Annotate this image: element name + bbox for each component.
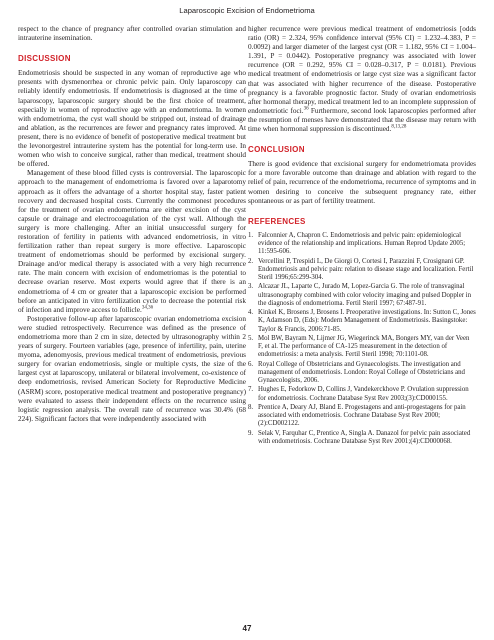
reference-text: Kinkel K, Brosens J, Brosens I. Preoperative investigations. In: Sutton C, Jones K, Adamson D, (Eds): Modern Management of Endometriosis. Basingstoke: Taylor & Francis, 2006:71-85. — [258, 309, 476, 333]
reference-item — [248, 232, 476, 257]
reference-text: Royal College of Obstetricians and Gynaecologists. The investigation and management of endometriosis. London: Royal College of Obstetricians and Gynaecologists, 2006. — [258, 360, 465, 385]
page-number: 47 — [242, 624, 252, 633]
reference-text: Vercellini P, Trespidi L, De Giorgi O, Cortesi I, Parazzini F, Crosignani GP. Endometriosis and pelvic pain: relation to disease stage and localization. Fertil Steril 1996;65:299-304. — [258, 257, 474, 282]
reference-item — [248, 404, 476, 429]
reference-text: Selak V, Farquhar C, Prentice A, Singla A. Danazol for pelvic pain associated with endometriosis. Cochrane Database Syst Rev 2001;(4):CD000068. — [258, 429, 471, 445]
reference-item — [248, 430, 476, 447]
reference-item — [248, 283, 476, 308]
recurrence-text-a: higher recurrence were previous medical treatment of endometriosis [odds ratio (OR) = 2.324, 95% confidence interval (95% CI) = 1.232–4.383, P = 0.0092) and larger diameter of the largest cyst (OR = 1.182, 95% CI = 1.004–1.391, P = 0.0442). Postoperative pregnancy was associated with lower recurrence (OR = 0.292, 95% CI = 0.028–0.317, P = 0.0181). Previous medical treatment of endometriosis or large cyst size was a significant factor that was associated with higher recurrence of the disease. Postoperative pregnancy is a favorable prognostic factor. Study of ovarian endometriosis after hormonal therapy, medical treatment led to an incomplete suppression of endometriotic foci. — [248, 25, 476, 115]
discussion-paragraph-3: Postoperative follow-up after laparoscopic ovarian endometrioma excision were studied retrospectively. Recurrence was defined as the presence of endometrioma more than 2 cm in size, detected by ultrasonography within 2 years of surgery. Fourteen variables (age, presence of infertility, pain, uterine myoma, adenomyosis, previous medical treatment of endometriosis, previous surgery for ovarian endometriosis, single or multiple cysts, the size of the largest cyst at laparoscopy, unilateral or bilateral involvement, co-existence of deep endometriosis, revised American Society for Reproductive Medicine (ASRM) score, postoperative medical treatment and postoperative pregnancy) were evaluated to assess their independent effects on the recurrence using logistic regression analysis. The overall rate of recurrence was 30.4% (68 224). Significant factors that were independently associated with — [18, 314, 246, 423]
reference-item — [248, 335, 476, 360]
left-column — [18, 25, 246, 424]
citation-34-36: 34,36 — [141, 305, 154, 311]
reference-item — [248, 361, 476, 386]
reference-number: 4. — [248, 309, 254, 317]
discussion-paragraph-2-text: Management of these blood filled cysts is controversial. The laparoscopic approach to the management of endometrioma is favored over a laparotomy approach as it offers the advantage of a shorter hospital stay, faster patient recovery and decreased hospital costs. Currently the commonest procedures for the treatment of ovarian endometrioma are either excision of the cyst capsule or drainage and electrocoagulation of the cyst wall. Although the surgery is more challenging. After an initial unsuccessful surgery for restoration of fertility in patients with advanced endometriosis, in vitro fertilization rather than repeat surgery is more effective. Laparoscopic treatment of endometriomas should be performed by excisional surgery. Drainage and/or medical therapy is associated with a very high recurrence rate. The main concern with excision of endometriomas is the potential to decrease ovarian reserve. Most experts would agree that if there is an endometrioma of 4 cm or greater that a laparoscopic excision be performed before an anticipated in vitro fertilization cycle to decrease the potential risk of infection and improve access to follicle. — [18, 169, 246, 314]
reference-text: Prentice A, Deary AJ, Bland E. Progestagens and anti-progestagens for pain associated with endometriosis. Cochrane Database Syst Rev 2000;(2):CD002122. — [258, 403, 466, 428]
references-heading: REFERENCES — [248, 216, 306, 226]
reference-number: 9. — [248, 429, 254, 437]
reference-number: 2. — [248, 257, 254, 265]
reference-number: 5. — [248, 334, 254, 342]
conclusion-heading: CONCLUSION — [248, 145, 305, 155]
reference-number: 6. — [248, 360, 254, 368]
reference-text: Falconnier A, Chapron C. Endometriosis and pelvic pain: epidemiological evidence of the relationship and implications. Human Reprod Update 2005; 11:595-606. — [258, 231, 466, 256]
reference-item — [248, 309, 476, 334]
reference-item — [248, 386, 476, 403]
discussion-paragraph-1: Endometriosis should be suspected in any woman of reproductive age who presents with dysmenorrhea or chronic pelvic pain. Only laparoscopy can reliably identify endometriosis. If endometriosis is diagnosed at the time of laparoscopy, laparoscopic surgery should be the first choice of treatment, especially in women of reproductive age with an endometrioma. In women with endometrioma, the cyst wall should be stripped out, instead of drainage and ablation, as the recurrences are fewer and pregnancy rates improved. At present, there is no evidence of benefit of postoperative medical treatment but the levonorgestrel intrauterine system has the potential for long-term use. In women who wish to conceive surgical, rather than medical, treatment should be offered. — [18, 69, 246, 169]
discussion-heading: DISCUSSION — [18, 54, 71, 64]
right-column — [248, 25, 476, 447]
running-header: Laparoscopic Excision of Endometrioma — [179, 6, 315, 15]
reference-item — [248, 258, 476, 283]
recurrence-paragraph — [248, 25, 476, 134]
reference-text: Mol BW, Bayram N, Lijmer JG, Wiegerinck MA, Bongers MY, van der Veen F, et al. The performance of CA-125 measurement in the detection of endometriosis: a meta analysis. Fertil Steril 1998; 70:1101-08. — [258, 334, 470, 359]
reference-list — [248, 232, 476, 446]
intro-paragraph: respect to the chance of pregnancy after controlled ovarian stimulation and intrauterine insemination. — [18, 25, 246, 43]
reference-number: 1. — [248, 231, 254, 239]
citation-36: 36 — [303, 106, 309, 112]
reference-text: Hughes E, Fedorkow D, Collins J, Vandekerckhove P. Ovulation suppression for endometriosis. Cochrane Database Syst Rev 2003;(3):CD000155. — [258, 386, 469, 402]
conclusion-paragraph: There is good evidence that excisional surgery for endometriomata provides for a more favorable outcome than drainage and ablation with regard to the relief of pain, recurrence of the endometrioma, recurrence of symptoms and in women desiring to conceive the subsequent pregnancy rate, either spontaneous or as part of fertility treatment. — [248, 160, 476, 205]
discussion-paragraph-2 — [18, 169, 246, 315]
citation-8-13-28: 8,13,28 — [391, 124, 407, 130]
reference-text: Alcazar JL, Laparte C, Jurado M, Lopez-Garcia G. The role of transvaginal ultrasonography combined with color velocity imaging and pulsed Doppler in the diagnosis of endometrioma. Fertil Steril 1997; 67:487-91. — [258, 283, 472, 307]
reference-number: 3. — [248, 283, 254, 291]
reference-number: 8. — [248, 403, 254, 411]
recurrence-text-b: Furthermore, second look laparoscopies performed after the resumption of menses have demonstrated that the disease may return with time when hormonal suppression is discontinued. — [248, 106, 476, 134]
reference-number: 7. — [248, 386, 254, 394]
